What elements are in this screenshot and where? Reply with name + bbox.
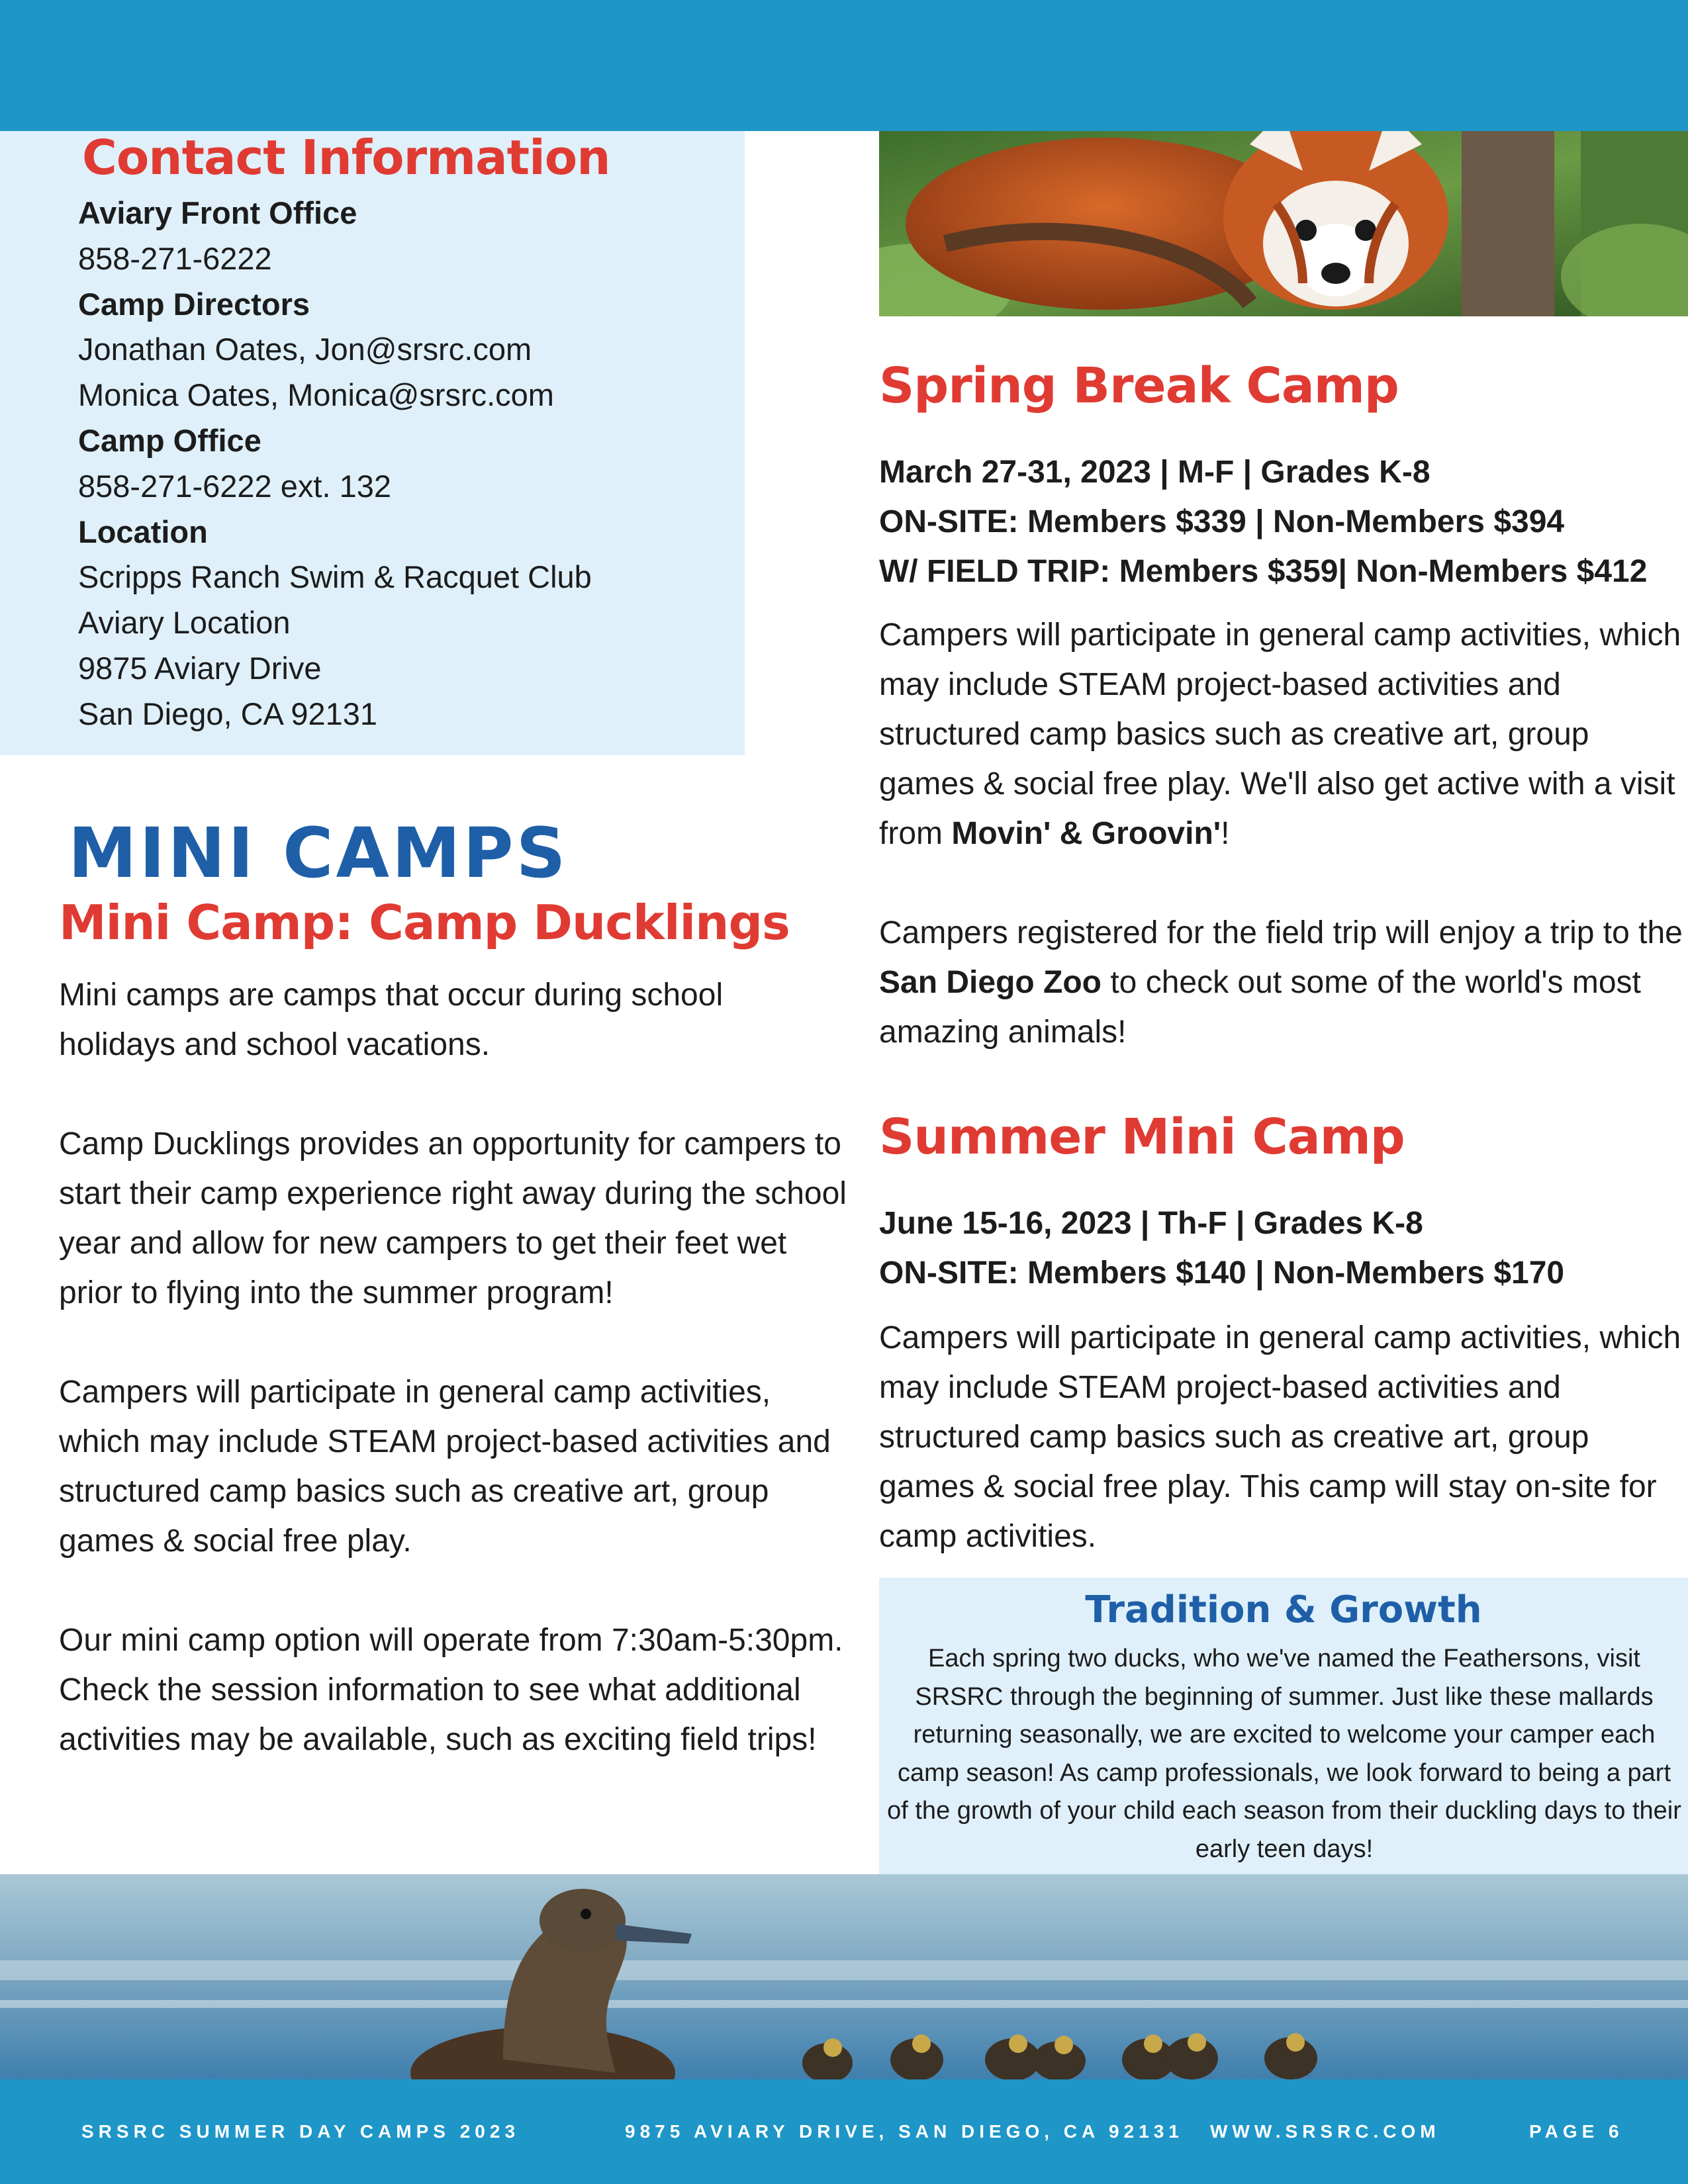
contact-line: San Diego, CA 92131 — [78, 696, 378, 731]
contact-line: Jonathan Oates, Jon@srsrc.com — [78, 332, 532, 367]
text: to check out some of the world's most amazing animals! — [879, 965, 1641, 1050]
movin-groovin: Movin' & Groovin' — [951, 816, 1221, 851]
summer-info — [879, 1199, 1564, 1298]
contact-line: Aviary Front Office — [78, 195, 357, 230]
contact-line: 858-271-6222 ext. 132 — [78, 468, 391, 504]
contact-line: 9875 Aviary Drive — [78, 650, 322, 686]
mini-camps-body — [59, 970, 847, 1764]
contact-title: Contact Information — [82, 130, 610, 185]
mini-paragraph: Our mini camp option will operate from 7:30am-5:30pm. Check the session information to see what additional activities may be available, such as exciting field trips! — [59, 1623, 843, 1757]
spring-paragraph-2 — [879, 908, 1688, 1057]
text: Campers registered for the field trip will enjoy a trip to the — [879, 915, 1683, 950]
summer-mini-heading: Summer Mini Camp — [879, 1109, 1405, 1165]
top-banner — [0, 0, 1688, 131]
duck-photo — [0, 1874, 1688, 2079]
mini-paragraph: Mini camps are camps that occur during school holidays and school vacations. — [59, 978, 724, 1062]
footer-website[interactable]: WWW.SRSRC.COM — [1210, 2121, 1440, 2142]
mini-paragraph: Campers will participate in general camp activities, which may include STEAM project-based activities and structured camp basics such as creative art, group games & social free play. — [59, 1375, 831, 1559]
contact-list — [78, 191, 727, 737]
spring-break-heading: Spring Break Camp — [879, 357, 1399, 414]
mini-paragraph: Camp Ducklings provides an opportunity for campers to start their camp experience right away during the school year and allow for new campers to get their feet wet prior to flying into the summer program! — [59, 1126, 847, 1310]
contact-line: Monica Oates, Monica@srsrc.com — [78, 377, 554, 413]
red-panda-photo — [879, 131, 1688, 316]
footer-address: 9875 AVIARY DRIVE, SAN DIEGO, CA 92131 — [625, 2121, 1184, 2142]
contact-line: Camp Office — [78, 422, 261, 458]
camp-ducklings-heading: Mini Camp: Camp Ducklings — [59, 895, 790, 950]
contact-line: 858-271-6222 — [78, 240, 272, 276]
tradition-text: Each spring two ducks, who we've named the Feathersons, visit SRSRC through the beginning of summer. Just like these mallards returning seasonally, we are excited to welcome your camper each camp season! As camp professionals, we look forward to being a part of the growth of your child each season from their duckling days to their early teen days! — [887, 1645, 1681, 1863]
text: ! — [1221, 816, 1230, 851]
summer-paragraph: Campers will participate in general camp activities, which may include STEAM project-based activities and structured camp basics such as creative art, group games & social free play. This camp will stay on-site for camp activities. — [879, 1320, 1681, 1554]
contact-line: Location — [78, 514, 208, 549]
spring-onsite-price: ON-SITE: Members $339 | Non-Members $394 — [879, 504, 1565, 539]
mini-camps-heading: MINI CAMPS — [68, 813, 569, 893]
text: Campers will participate in general camp activities, which may include STEAM project-based activities and structured camp basics such as creative art, group games & social free play. We'll also get active with a visit from — [879, 617, 1681, 851]
summer-dates: June 15-16, 2023 | Th-F | Grades K-8 — [879, 1206, 1423, 1241]
tradition-title: Tradition & Growth — [1085, 1588, 1482, 1631]
footer-page-number: PAGE 6 — [1529, 2121, 1624, 2142]
spring-info — [879, 447, 1647, 596]
san-diego-zoo: San Diego Zoo — [879, 965, 1102, 1000]
summer-onsite-price: ON-SITE: Members $140 | Non-Members $170 — [879, 1255, 1565, 1291]
spring-dates: March 27-31, 2023 | M-F | Grades K-8 — [879, 455, 1430, 490]
contact-line: Aviary Location — [78, 605, 291, 641]
footer-title: SRSRC SUMMER DAY CAMPS 2023 — [81, 2121, 520, 2142]
spring-body — [879, 610, 1688, 1057]
contact-line: Scripps Ranch Swim & Racquet Club — [78, 559, 592, 595]
contact-line: Camp Directors — [78, 286, 310, 322]
summer-body — [879, 1313, 1688, 1561]
spring-fieldtrip-price: W/ FIELD TRIP: Members $359| Non-Members $412 — [879, 554, 1648, 589]
spring-paragraph-1 — [879, 610, 1688, 858]
